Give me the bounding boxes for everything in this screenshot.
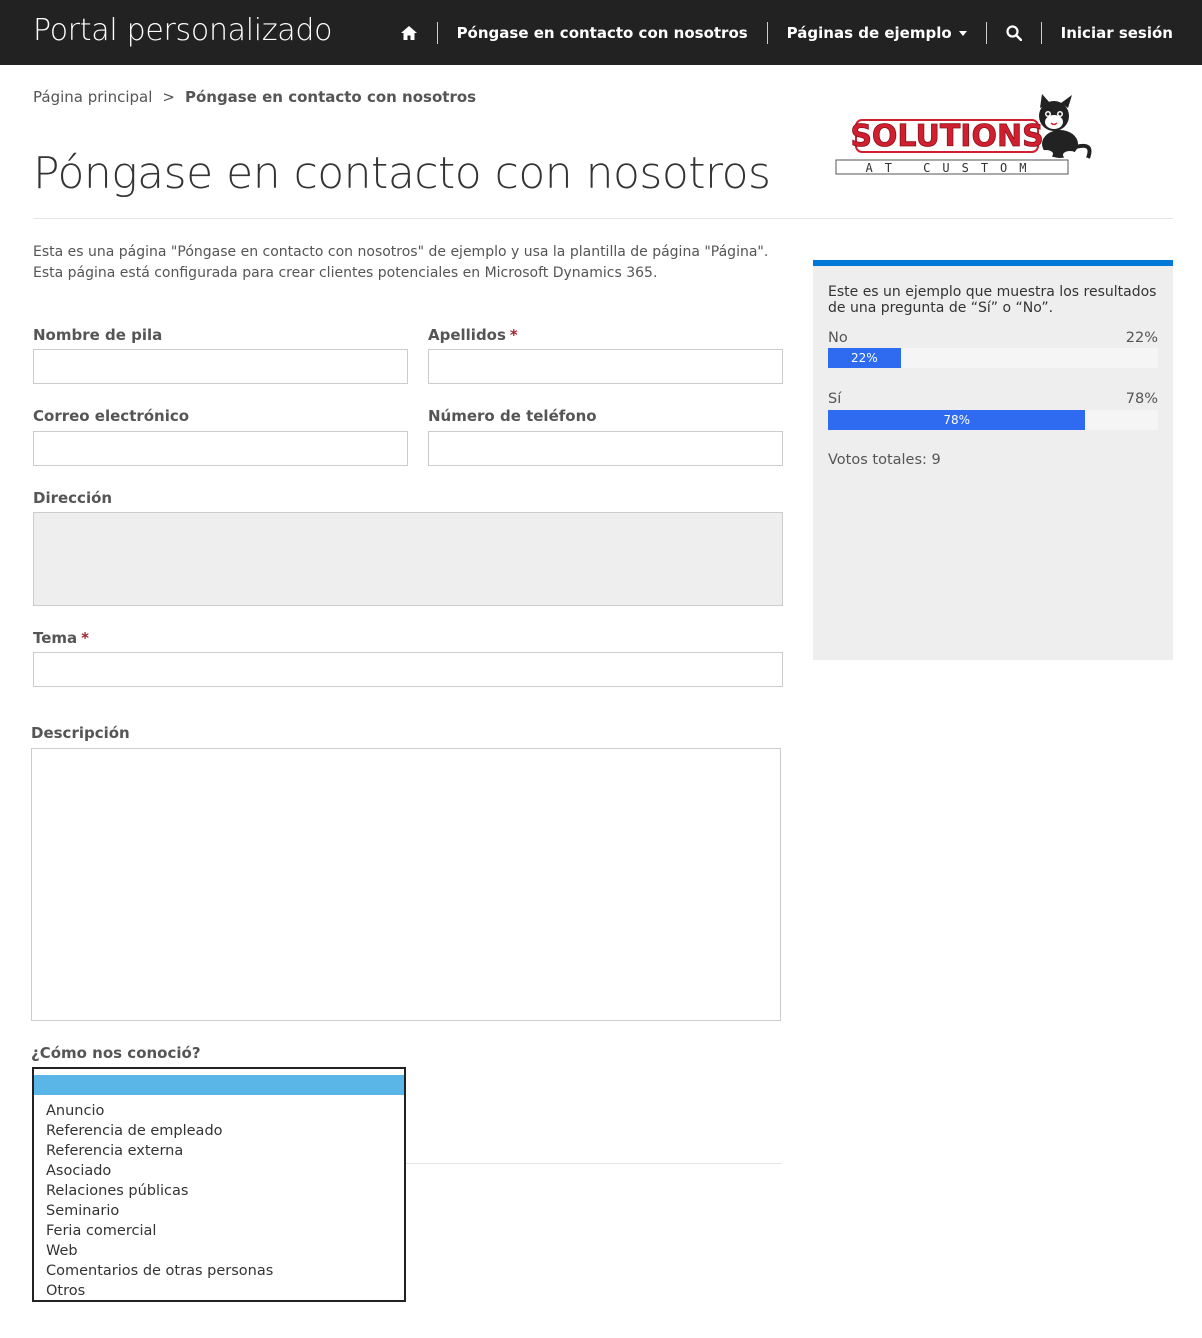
address-label bbox=[33, 489, 112, 507]
last-name-label bbox=[428, 326, 518, 344]
address-label-text: Dirección bbox=[33, 489, 113, 507]
description-label-text: Descripción bbox=[31, 724, 130, 742]
nav-contact-us[interactable]: Póngase en contacto con nosotros bbox=[456, 23, 748, 42]
last-name-input[interactable] bbox=[428, 349, 783, 384]
topic-input[interactable] bbox=[33, 652, 783, 687]
phone-input[interactable] bbox=[428, 431, 783, 466]
listbox-option[interactable]: Comentarios de otras personas bbox=[46, 1263, 274, 1279]
description-textarea[interactable] bbox=[31, 748, 781, 1021]
listbox-option[interactable]: Relaciones públicas bbox=[46, 1183, 189, 1199]
listbox-option[interactable]: Feria comercial bbox=[46, 1223, 157, 1239]
sign-in-link[interactable]: Iniciar sesión bbox=[1060, 23, 1173, 42]
nav-divider bbox=[767, 22, 768, 44]
page-title: Póngase en contacto con nosotros bbox=[33, 148, 771, 199]
logo-text-main: SOLUTIONS bbox=[850, 119, 1044, 154]
brand-title[interactable]: Portal personalizado bbox=[33, 13, 333, 48]
home-icon[interactable] bbox=[400, 25, 418, 41]
breadcrumb-home-link[interactable]: Página principal bbox=[33, 88, 153, 106]
email-label bbox=[33, 407, 189, 425]
listbox-option[interactable]: Seminario bbox=[46, 1203, 120, 1219]
nav-divider bbox=[437, 22, 438, 44]
required-marker: * bbox=[81, 629, 90, 647]
topic-label bbox=[33, 629, 89, 647]
poll-result-fill bbox=[828, 410, 1085, 430]
source-listbox[interactable] bbox=[32, 1067, 406, 1302]
cat-icon bbox=[1039, 94, 1090, 159]
poll-option-label: No bbox=[828, 330, 848, 346]
logo-text-sub: AT CUSTOM bbox=[865, 161, 1039, 175]
source-label bbox=[31, 1044, 201, 1062]
listbox-option[interactable]: Otros bbox=[46, 1283, 86, 1299]
search-icon[interactable] bbox=[1006, 25, 1022, 41]
listbox-option[interactable]: Anuncio bbox=[46, 1103, 105, 1119]
intro-text: Esta es una página "Póngase en contacto con nosotros" de ejemplo y usa la plantilla de página "Página". Esta página está configurada para crear clientes potenciales en Microsoft Dynamics 365. bbox=[33, 244, 769, 281]
poll-result-bar bbox=[828, 348, 1158, 368]
poll-option-label: Sí bbox=[828, 391, 842, 407]
first-name-label-text: Nombre de pila bbox=[33, 326, 163, 344]
poll-result-fill-label: 78% bbox=[943, 413, 971, 427]
poll-panel bbox=[813, 260, 1173, 660]
breadcrumb bbox=[33, 88, 476, 106]
caret-down-icon bbox=[959, 31, 967, 36]
listbox-option[interactable]: Referencia de empleado bbox=[46, 1123, 223, 1139]
email-input[interactable] bbox=[33, 431, 408, 466]
required-marker: * bbox=[509, 326, 518, 344]
listbox-option-empty-selected[interactable] bbox=[34, 1075, 404, 1095]
description-label bbox=[31, 724, 130, 742]
solutions-at-custom-logo bbox=[832, 92, 1096, 182]
phone-label-text: Número de teléfono bbox=[428, 407, 597, 425]
poll-result-fill bbox=[828, 348, 901, 368]
first-name-input[interactable] bbox=[33, 349, 408, 384]
poll-result-fill-label: 22% bbox=[850, 351, 878, 365]
source-label-text: ¿Cómo nos conoció? bbox=[31, 1044, 201, 1062]
nav-divider bbox=[1041, 22, 1042, 44]
breadcrumb-separator: > bbox=[162, 88, 175, 106]
poll-option-percent: 22% bbox=[1125, 330, 1158, 346]
address-field[interactable] bbox=[33, 512, 783, 606]
phone-label bbox=[428, 407, 597, 425]
poll-option-percent: 78% bbox=[1125, 391, 1158, 407]
poll-total-votes: Votos totales: 9 bbox=[828, 452, 941, 468]
nav-sample-pages-dropdown[interactable] bbox=[787, 24, 967, 42]
poll-question: Este es un ejemplo que muestra los resultados de una pregunta de “Sí” o “No”. bbox=[828, 284, 1157, 316]
topic-label-text: Tema bbox=[33, 629, 78, 647]
title-divider bbox=[33, 218, 1173, 219]
form-divider bbox=[406, 1163, 782, 1164]
first-name-label bbox=[33, 326, 162, 344]
email-label-text: Correo electrónico bbox=[33, 407, 190, 425]
top-navbar bbox=[0, 0, 1202, 65]
listbox-option[interactable]: Referencia externa bbox=[46, 1143, 184, 1159]
main-nav bbox=[400, 0, 1173, 65]
breadcrumb-current: Póngase en contacto con nosotros bbox=[184, 88, 477, 106]
nav-divider bbox=[986, 22, 987, 44]
nav-sample-pages-label: Páginas de ejemplo bbox=[786, 23, 952, 42]
poll-result-bar bbox=[828, 410, 1158, 430]
last-name-label-text: Apellidos bbox=[428, 326, 506, 344]
listbox-option[interactable]: Web bbox=[46, 1243, 78, 1259]
listbox-option[interactable]: Asociado bbox=[46, 1163, 112, 1179]
